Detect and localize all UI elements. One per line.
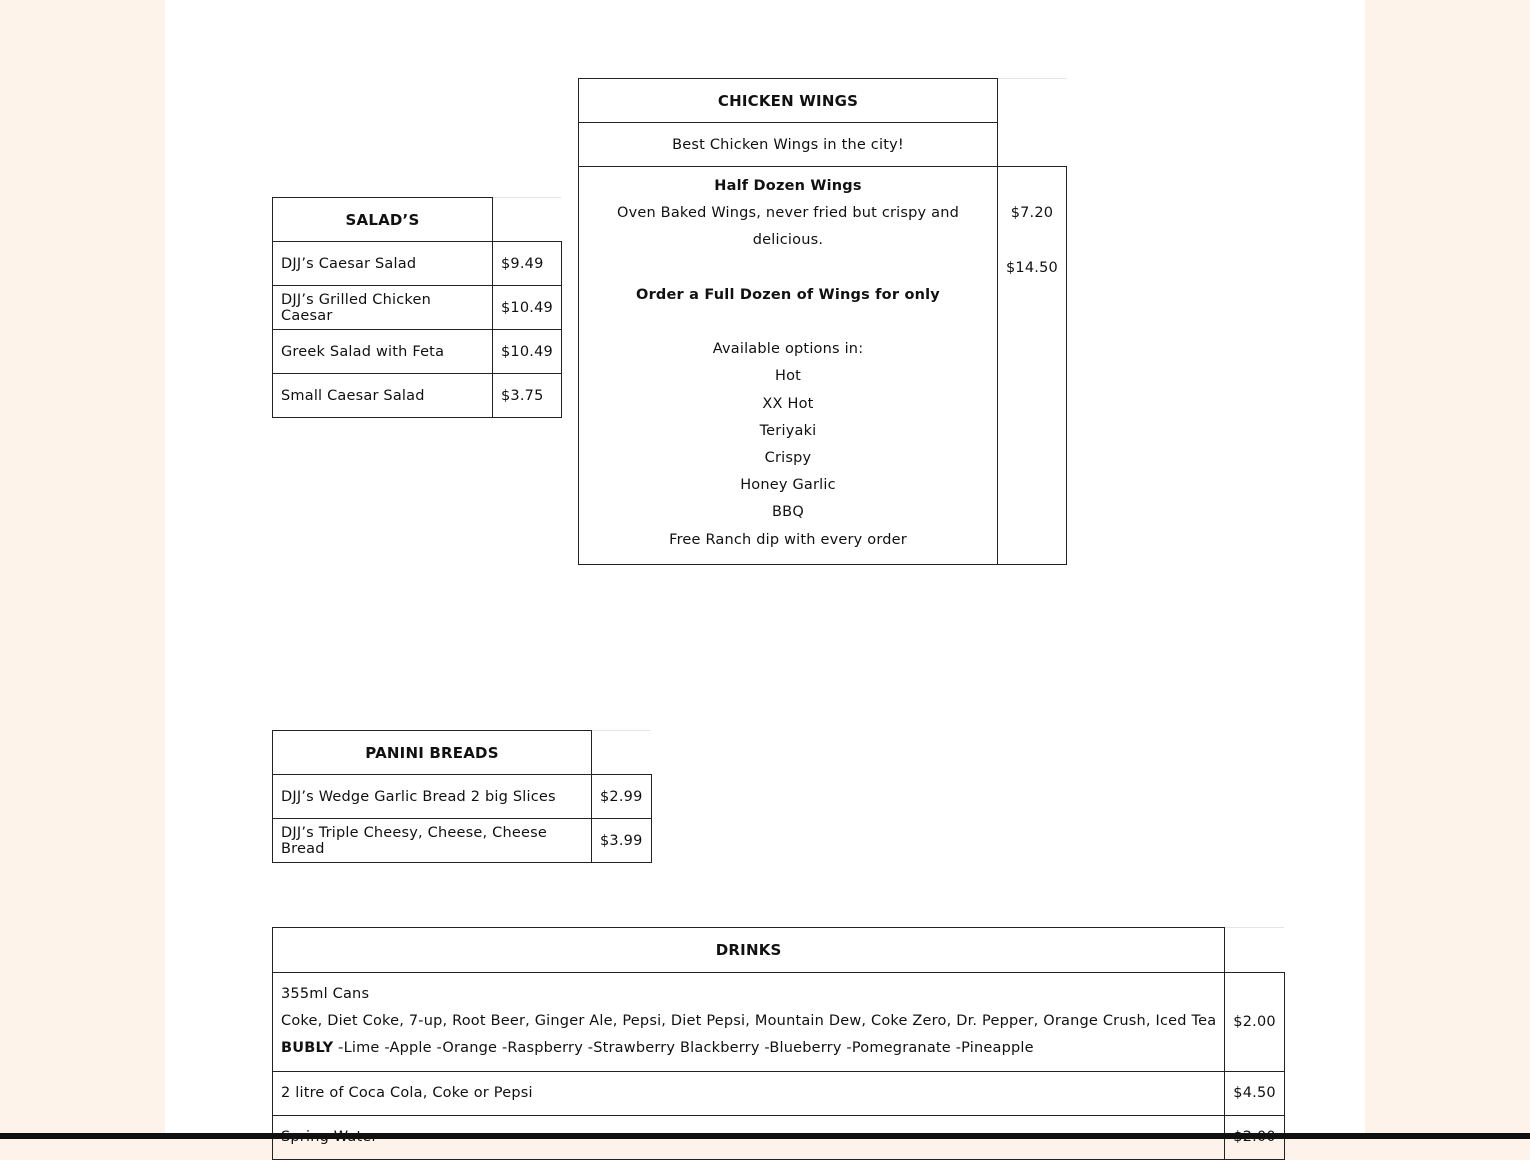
salad-name: DJJ’s Grilled Chicken Caesar bbox=[273, 286, 493, 330]
table-row bbox=[273, 819, 652, 863]
table-row bbox=[273, 374, 562, 418]
bubly-label: BUBLY bbox=[281, 1040, 334, 1057]
bubly-list: -Lime -Apple -Orange -Raspberry -Strawberry Blackberry -Blueberry -Pomegranate -Pineapple bbox=[333, 1040, 1034, 1057]
panini-table bbox=[272, 730, 652, 863]
half-dozen-desc: Oven Baked Wings, never fried but crispy and delicious. bbox=[616, 205, 960, 249]
salad-price: $10.49 bbox=[493, 286, 562, 330]
salad-price: $9.49 bbox=[493, 242, 562, 286]
cans-title: 355ml Cans bbox=[281, 986, 370, 1002]
salads-title: SALAD’S bbox=[273, 198, 493, 242]
salad-name: Small Caesar Salad bbox=[273, 374, 493, 418]
table-row bbox=[273, 242, 562, 286]
wing-option: Crispy bbox=[764, 450, 812, 467]
wings-title: CHICKEN WINGS bbox=[579, 79, 998, 123]
cans-price: $2.00 bbox=[1225, 973, 1285, 1072]
full-dozen-title: Order a Full Dozen of Wings for only bbox=[636, 286, 940, 303]
wing-option: BBQ bbox=[772, 504, 804, 521]
wings-details bbox=[579, 167, 998, 565]
half-dozen-price: $7.20 bbox=[1010, 205, 1054, 222]
salads-table bbox=[272, 197, 562, 418]
table-row bbox=[273, 775, 652, 819]
wing-option: Hot bbox=[774, 368, 802, 385]
half-dozen-title: Half Dozen Wings bbox=[714, 178, 862, 194]
salad-price: $10.49 bbox=[493, 330, 562, 374]
cans-list: Coke, Diet Coke, 7-up, Root Beer, Ginger Ale, Pepsi, Diet Pepsi, Mountain Dew, Coke Zero, Dr. Pepper, Orange Crush, Iced Tea bbox=[281, 1013, 1217, 1030]
panini-name: DJJ’s Wedge Garlic Bread 2 big Slices bbox=[273, 775, 592, 819]
wing-option: Teriyaki bbox=[759, 422, 817, 439]
bottom-bar bbox=[0, 1133, 1530, 1139]
table-row bbox=[273, 1071, 1285, 1115]
wings-tagline: Best Chicken Wings in the city! bbox=[579, 123, 998, 167]
drink-price: $4.50 bbox=[1225, 1071, 1285, 1115]
table-row bbox=[273, 286, 562, 330]
wing-option: Honey Garlic bbox=[740, 477, 836, 494]
panini-price: $2.99 bbox=[592, 775, 652, 819]
drink-name: 2 litre of Coca Cola, Coke or Pepsi bbox=[273, 1071, 1225, 1115]
panini-title: PANINI BREADS bbox=[273, 731, 592, 775]
wings-footer: Free Ranch dip with every order bbox=[669, 531, 907, 548]
salad-price: $3.75 bbox=[493, 374, 562, 418]
drinks-table bbox=[272, 927, 1285, 1160]
cans-cell bbox=[273, 973, 1225, 1072]
drinks-title: DRINKS bbox=[273, 928, 1225, 973]
panini-price: $3.99 bbox=[592, 819, 652, 863]
wings-table bbox=[578, 78, 1067, 565]
panini-name: DJJ’s Triple Cheesy, Cheese, Cheese Bread bbox=[273, 819, 592, 863]
wings-prices bbox=[998, 167, 1067, 565]
full-dozen-price: $14.50 bbox=[1006, 259, 1058, 276]
options-label: Available options in: bbox=[712, 341, 864, 358]
salad-name: Greek Salad with Feta bbox=[273, 330, 493, 374]
salad-name: DJJ’s Caesar Salad bbox=[273, 242, 493, 286]
wing-option: XX Hot bbox=[762, 395, 814, 412]
table-row bbox=[273, 973, 1285, 1072]
table-row bbox=[273, 330, 562, 374]
